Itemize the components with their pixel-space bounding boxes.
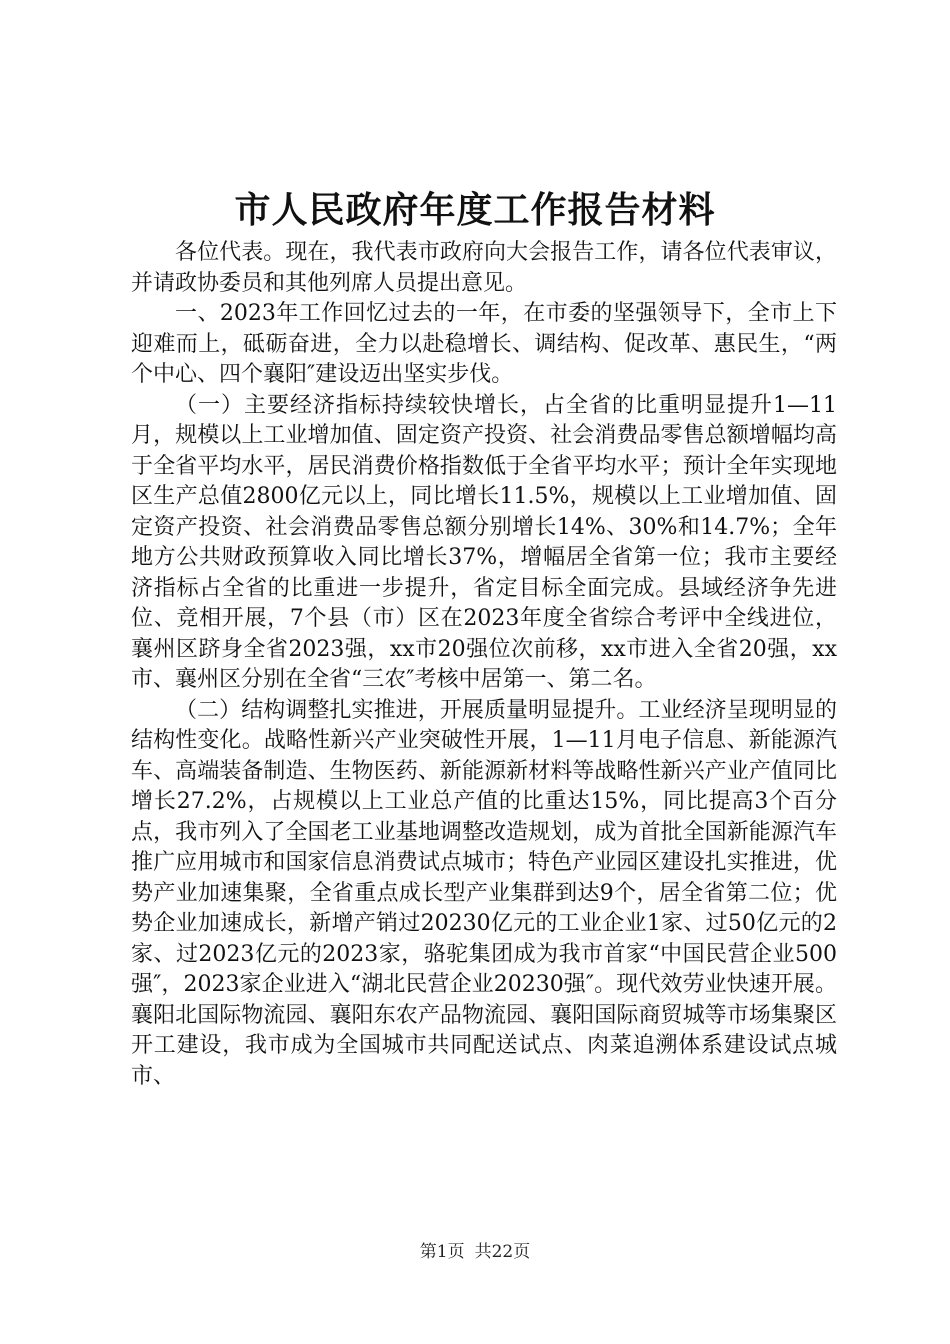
paragraph-structural-adjustment: （二）结构调整扎实推进，开展质量明显提升。工业经济呈现明显的结构性变化。战略性新兴产业突破性开展，1—11月电子信息、新能源汽车、高端装备制造、生物医药、新能源新材料等战略性新兴产业产值同比增长27.2%，占规模以上工业总产值的比重达15%，同比提高3个百分点，我市列入了全国老工业基地调整改造规划，成为首批全国新能源汽车推广应用城市和国家信息消费试点城市；特色产业园区建设扎实推进，优势产业加速集聚，全省重点成长型产业集群到达9个，居全省第二位；优势企业加速成长，新增产销过20230亿元的工业企业1家、过50亿元的2家、过2023亿元的2023家，骆驼集团成为我市首家“中国民营企业500强″，2023家企业进入“湖北民营企业20230强″。现代效劳业快速开展。襄阳北国际物流园、襄阳东农产品物流园、襄阳国际商贸城等市场集聚区开工建设，我市成为全国城市共同配送试点、肉菜追溯体系建设试点城市、 xyxy=(131,697,837,1089)
paragraph-economic-indicators: （一）主要经济指标持续较快增长，占全省的比重明显提升1—11月，规模以上工业增加值、固定资产投资、社会消费品零售总额增幅均高于全省平均水平，居民消费价格指数低于全省平均水平；预计全年实现地区生产总值2800亿元以上，同比增长11.5%，规模以上工业增加值、固定资产投资、社会消费品零售总额分别增长14%、30%和14.7%；全年地方公共财政预算收入同比增长37%，增幅居全省第一位；我市主要经济指标占全省的比重进一步提升，省定目标全面完成。县域经济争先进位、竞相开展，7个县（市）区在2023年度全省综合考评中全线进位，襄州区跻身全省2023强，xx市20强位次前移，xx市进入全省20强，xx市、襄州区分别在全省“三农″考核中居第一、第二名。 xyxy=(131,392,837,692)
document-title: 市人民政府年度工作报告材料 xyxy=(234,189,716,231)
document-body xyxy=(131,238,837,1092)
paragraph-review-intro: 一、2023年工作回忆过去的一年，在市委的坚强领导下，全市上下迎难而上，砥砺奋进，全力以赴稳增长、调结构、促改革、惠民生，“两个中心、四个襄阳″建设迈出坚实步伐。 xyxy=(131,301,837,387)
page-number: 第1页 xyxy=(419,1242,465,1262)
page-total: 共22页 xyxy=(474,1242,531,1262)
page-footer xyxy=(0,1240,950,1264)
paragraph-greeting: 各位代表。现在，我代表市政府向大会报告工作，请各位代表审议，并请政协委员和其他列席人员提出意见。 xyxy=(131,240,837,296)
